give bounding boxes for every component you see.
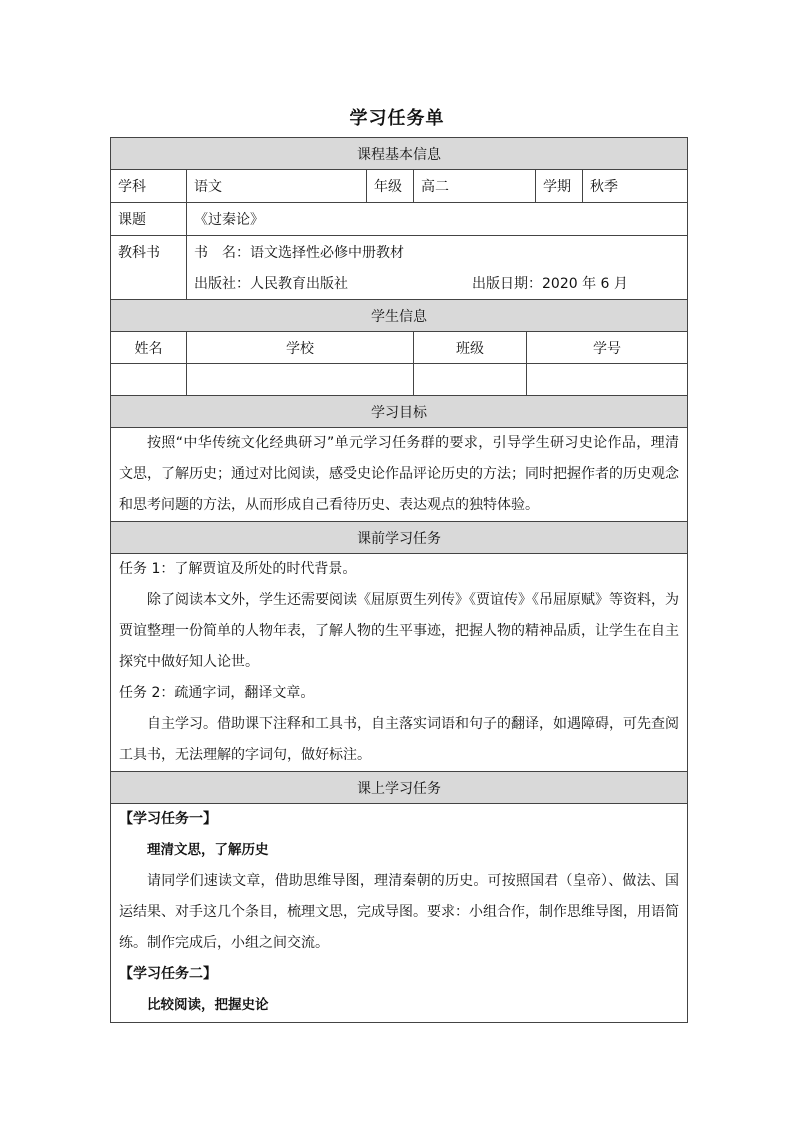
page-title: 学习任务单 xyxy=(349,108,445,129)
goals-body xyxy=(111,428,687,522)
goals-text: 按照“中华传统文化经典研习”单元学习任务群的要求，引导学生研习史论作品，理清文思，了解历史；通过对比阅读，感受史论作品评论历史的方法；同时把握作者的历史观念和思考问题的方法，从而形成自己看待历史、表达观点的独特体验。 xyxy=(119,435,679,513)
col-school: 学校 xyxy=(187,332,414,363)
pre-task1-title: 任务 1：了解贾谊及所处的时代背景。 xyxy=(119,561,357,577)
goals-header xyxy=(111,396,687,428)
task-sheet-table xyxy=(110,137,688,1023)
col-name: 姓名 xyxy=(111,332,187,363)
student-info-header-label: 学生信息 xyxy=(371,308,427,325)
class-task1-subtitle: 理清文思，了解历史 xyxy=(147,842,269,858)
class-tasks-header xyxy=(111,772,687,804)
goals-header-label: 学习目标 xyxy=(371,404,427,421)
pre-tasks-header xyxy=(111,522,687,554)
textbook-label: 教科书 xyxy=(111,236,187,299)
class-task2-subtitle: 比较阅读，把握史论 xyxy=(147,997,269,1013)
textbook-row xyxy=(111,236,687,300)
pre-tasks-body xyxy=(111,554,687,772)
pre-task2-title: 任务 2：疏通字词，翻译文章。 xyxy=(119,685,315,701)
publish-date: 出版日期：2020 年 6 月 xyxy=(472,276,628,292)
topic-label: 课题 xyxy=(111,203,187,235)
class-input-cell[interactable] xyxy=(414,364,527,395)
subject-label: 学科 xyxy=(111,170,187,202)
pre-tasks-header-label: 课前学习任务 xyxy=(357,530,441,547)
student-info-header xyxy=(111,300,687,332)
course-basic-row xyxy=(111,170,687,203)
student-blank-row xyxy=(111,364,687,396)
col-student-id: 学号 xyxy=(593,340,621,357)
publisher: 出版社：人民教育出版社 xyxy=(194,276,348,292)
textbook-details xyxy=(187,236,687,299)
school-input-cell[interactable] xyxy=(187,364,414,395)
topic-value: 《过秦论》 xyxy=(194,212,264,228)
class-task2-label: 【学习任务二】 xyxy=(119,966,217,982)
term-value: 秋季 xyxy=(590,179,618,195)
col-class: 班级 xyxy=(414,332,527,363)
grade-label: 年级 xyxy=(367,170,414,202)
class-tasks-header-label: 课上学习任务 xyxy=(357,780,441,797)
subject-value: 语文 xyxy=(187,170,367,202)
grade-value: 高二 xyxy=(414,170,536,202)
topic-row xyxy=(111,203,687,236)
student-id-input-cell[interactable] xyxy=(527,364,687,395)
class-task1-body: 请同学们速读文章，借助思维导图，理清秦朝的历史。可按照国君（皇帝）、做法、国运结果、对手这几个条目，梳理文思，完成导图。要求：小组合作，制作思维导图，用语简练。制作完成后，小组之间交流。 xyxy=(119,873,679,951)
course-info-header xyxy=(111,138,687,170)
student-columns-row xyxy=(111,332,687,364)
course-info-header-label: 课程基本信息 xyxy=(357,146,441,163)
name-input-cell[interactable] xyxy=(111,364,187,395)
pre-task1-body: 除了阅读本文外，学生还需要阅读《屈原贾生列传》《贾谊传》《吊屈原赋》等资料，为贾谊整理一份简单的人物年表，了解人物的生平事迹，把握人物的精神品质，让学生在自主探究中做好知人论世。 xyxy=(119,592,679,670)
class-task1-label: 【学习任务一】 xyxy=(119,811,217,827)
term-label: 学期 xyxy=(536,170,583,202)
class-tasks-body xyxy=(111,804,687,1022)
book-name: 书 名：语文选择性必修中册教材 xyxy=(194,245,404,261)
pre-task2-body: 自主学习。借助课下注释和工具书，自主落实词语和句子的翻译，如遇障碍，可先查阅工具书，无法理解的字词句，做好标注。 xyxy=(119,716,679,763)
